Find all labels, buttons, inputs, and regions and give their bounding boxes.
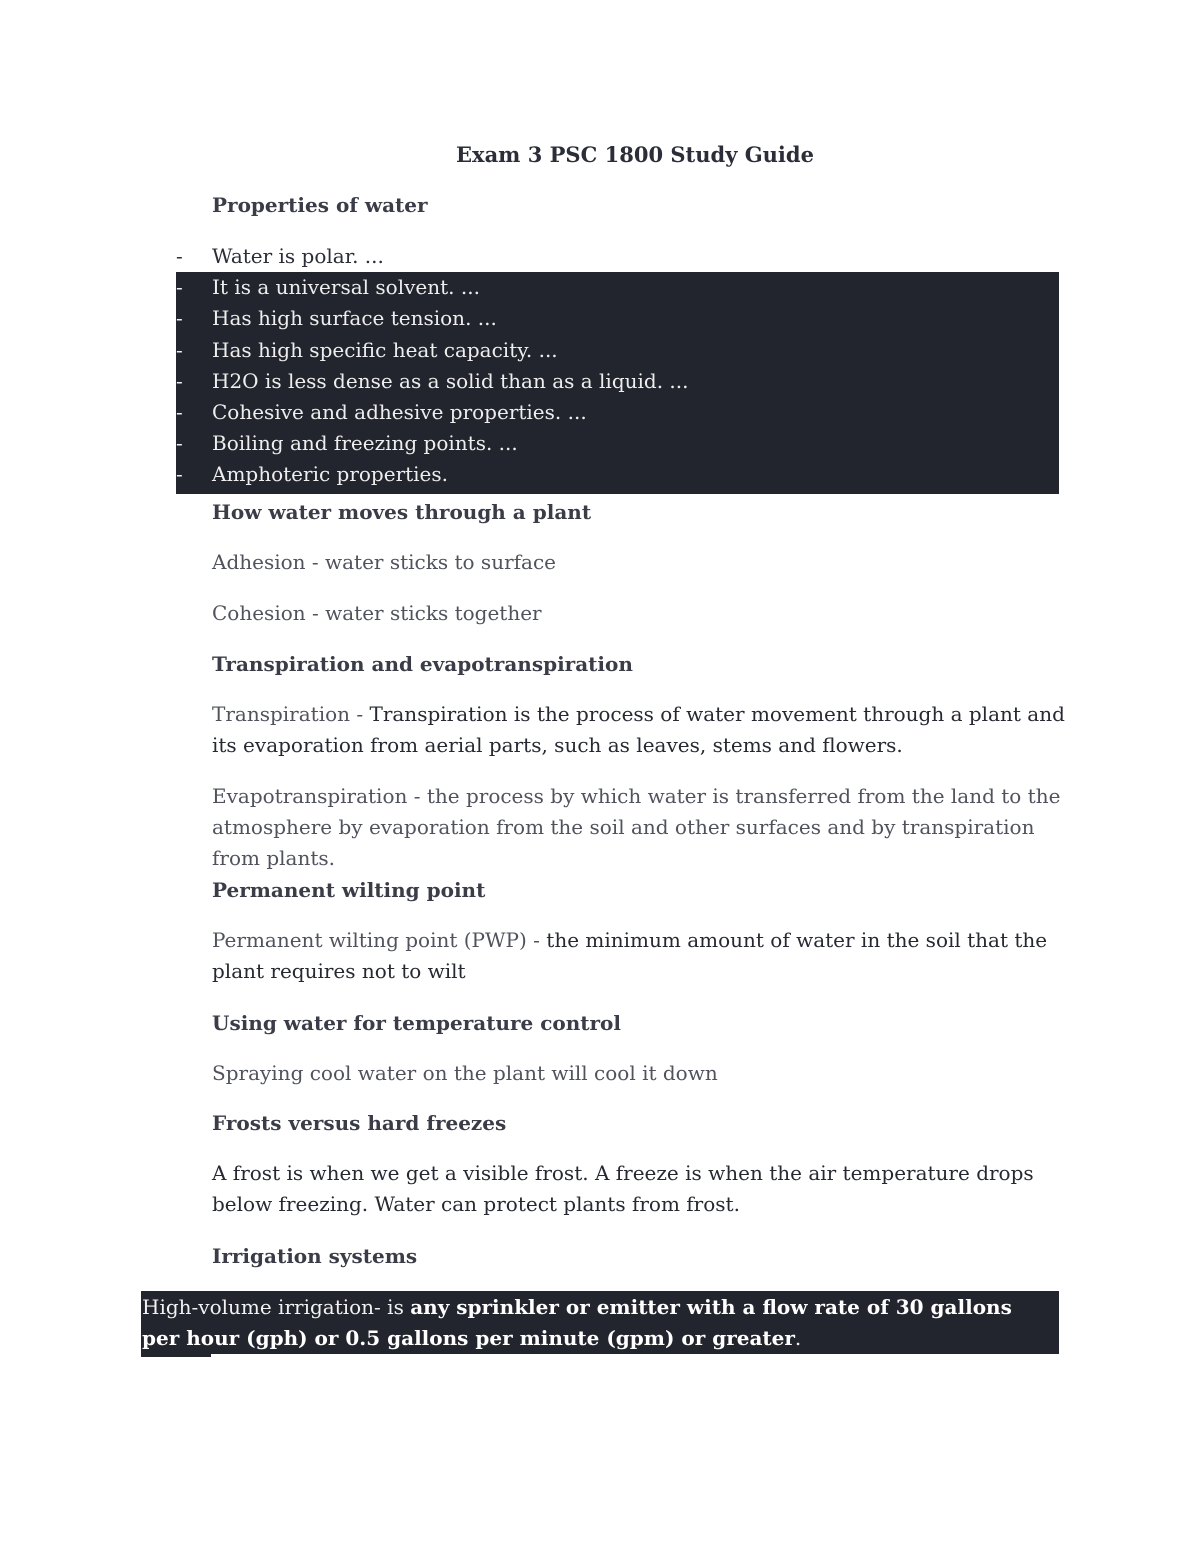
- bullet-item: [176, 303, 497, 334]
- bullet-item: [176, 428, 518, 459]
- highlight-tail: [141, 1354, 211, 1357]
- bullet-dash: -: [176, 275, 183, 299]
- bullet-text: Water is polar. ...: [212, 244, 384, 268]
- bullet-text: H2O is less dense as a solid than as a liquid. ...: [212, 369, 689, 393]
- heading-properties-of-water: Properties of water: [212, 193, 428, 217]
- document-title: Exam 3 PSC 1800 Study Guide: [456, 142, 814, 167]
- bullet-text: It is a universal solvent. ...: [212, 275, 480, 299]
- temperature-text: Spraying cool water on the plant will cool it down: [212, 1061, 718, 1085]
- pwp-paragraph: [212, 925, 1072, 987]
- bullet-dash: -: [176, 462, 183, 486]
- bullet-dash: -: [176, 369, 183, 393]
- irrigation-end: .: [794, 1326, 802, 1350]
- bullet-item: [176, 366, 688, 397]
- irrigation-lead: High-volume irrigation- is: [142, 1295, 411, 1319]
- bullet-item: [176, 241, 384, 272]
- cohesion-text: Cohesion - water sticks together: [212, 601, 542, 625]
- evapotranspiration-term: Evapotranspiration -: [212, 784, 427, 808]
- pwp-term: Permanent wilting point (PWP) -: [212, 928, 547, 952]
- heading-frosts: Frosts versus hard freezes: [212, 1111, 507, 1135]
- evapotranspiration-definition: the process by which water is transferred from the land to the atmosphere by evaporation from the soil and other surfaces and by transpiration from plants.: [212, 784, 1061, 870]
- bullet-dash: -: [176, 400, 183, 424]
- bullet-dash: -: [176, 244, 183, 268]
- heading-permanent-wilting-point: Permanent wilting point: [212, 878, 486, 902]
- bullet-text: Has high specific heat capacity. ...: [212, 338, 558, 362]
- transpiration-definition: Transpiration is the process of water movement through a plant and its evaporation from aerial parts, such as leaves, stems and flowers.: [212, 702, 1065, 757]
- bullet-text: Amphoteric properties.: [212, 462, 449, 486]
- heading-water-movement: How water moves through a plant: [212, 500, 592, 524]
- irrigation-paragraph: [142, 1292, 1054, 1354]
- transpiration-paragraph: [212, 699, 1072, 761]
- bullet-text: Boiling and freezing points. ...: [212, 431, 518, 455]
- adhesion-text: Adhesion - water sticks to surface: [212, 550, 556, 574]
- evapotranspiration-paragraph: [212, 781, 1072, 874]
- bullet-item: [176, 397, 587, 428]
- bullet-dash: -: [176, 431, 183, 455]
- bullet-text: Has high surface tension. ...: [212, 306, 497, 330]
- heading-transpiration: Transpiration and evapotranspiration: [212, 652, 633, 676]
- bullet-item: [176, 335, 558, 366]
- bullet-dash: -: [176, 338, 183, 362]
- frost-text: A frost is when we get a visible frost. A freeze is when the air temperature drops below freezing. Water can protect plants from frost.: [212, 1161, 1034, 1216]
- bullet-item: [176, 272, 480, 303]
- bullet-text: Cohesive and adhesive properties. ...: [212, 400, 587, 424]
- irrigation-definition: any sprinkler or emitter with a flow rate of 30 gallons per hour (gph) or 0.5 gallons per minute (gpm) or greater: [142, 1295, 1012, 1350]
- bullet-item: [176, 459, 448, 490]
- heading-temperature-control: Using water for temperature control: [212, 1011, 621, 1035]
- pwp-definition: the minimum amount of water in the soil that the plant requires not to wilt: [212, 928, 1048, 983]
- transpiration-term: Transpiration -: [212, 702, 370, 726]
- bullet-dash: -: [176, 306, 183, 330]
- heading-irrigation: Irrigation systems: [212, 1244, 418, 1268]
